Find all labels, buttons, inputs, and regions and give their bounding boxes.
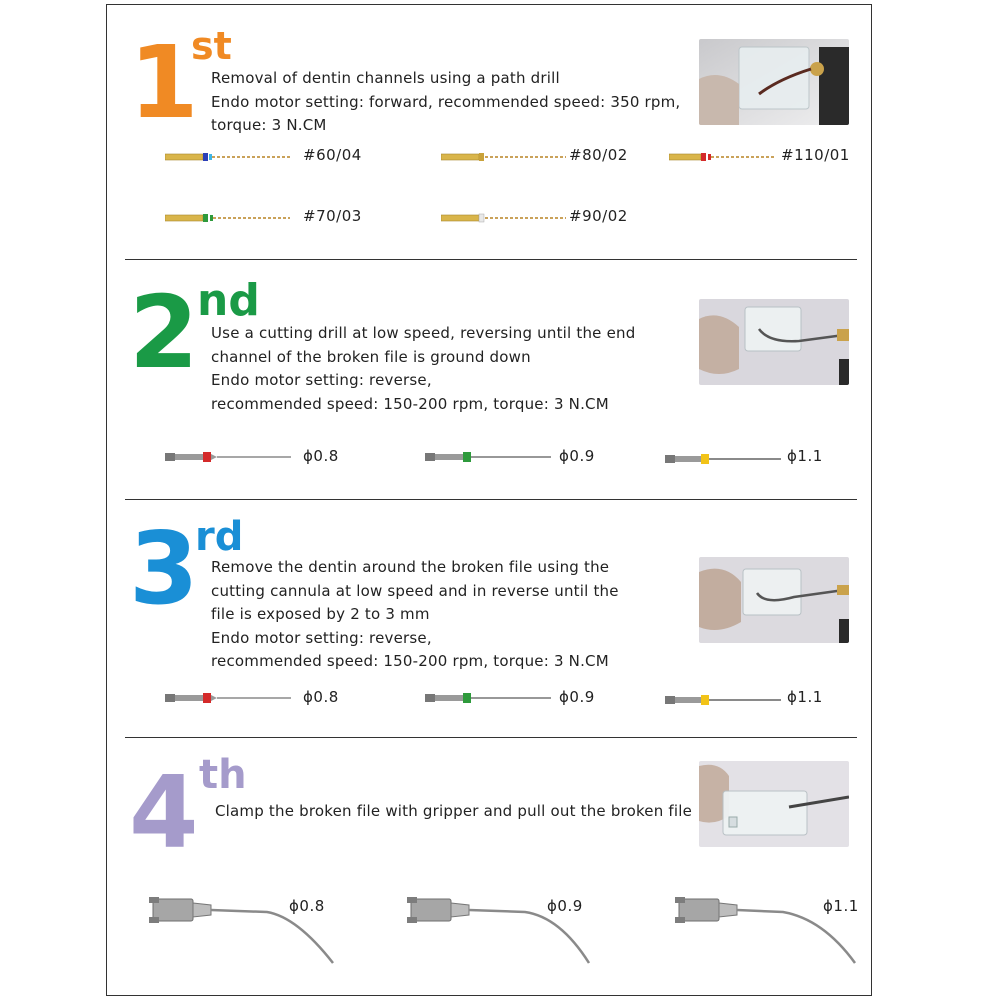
path-file-70-03 (165, 209, 295, 228)
tool-label-cannula-1-1: ϕ1.1 (787, 688, 823, 706)
cutting-cannula-0-8 (165, 690, 295, 709)
tool-label-cannula-0-8: ϕ0.8 (303, 688, 339, 706)
step-3-description: Remove the dentin around the broken file using the cutting cannula at low speed and in reverse until the file is exposed by 2 to 3 mm Endo motor setting: reverse, recommended speed: 150-200 rpm, torque: 3 N.CM (211, 558, 619, 670)
tool-label-90-02: #90/02 (569, 207, 628, 225)
cutting-drill-0-8 (165, 449, 295, 468)
step-2-section (107, 259, 871, 499)
step-1-section (107, 5, 871, 259)
tool-label-80-02: #80/02 (569, 146, 628, 164)
step-4-photo (699, 761, 849, 847)
step-1-suffix: st (191, 24, 232, 68)
cutting-drill-0-9 (425, 449, 555, 468)
step-2-photo (699, 299, 849, 385)
path-file-90-02 (441, 209, 571, 228)
path-file-80-02 (441, 148, 571, 167)
tool-label-110-01: #110/01 (781, 146, 850, 164)
step-1-description: Removal of dentin channels using a path drill Endo motor setting: forward, recommended speed: 350 rpm, torque: 3 N.CM (211, 69, 681, 134)
tool-label-60-04: #60/04 (303, 146, 362, 164)
cutting-cannula-1-1 (665, 692, 785, 711)
step-2-number: 2 (129, 274, 196, 391)
step-4-section (107, 737, 871, 995)
cutting-cannula-0-9 (425, 690, 555, 709)
path-file-110-01 (669, 148, 779, 167)
tool-label-70-03: #70/03 (303, 207, 362, 225)
step-4-number: 4 (129, 754, 196, 871)
tool-label-drill-0-9: ϕ0.9 (559, 447, 595, 465)
step-4-suffix: th (199, 752, 247, 798)
tool-label-gripper-0-8: ϕ0.8 (289, 897, 325, 915)
step-2-suffix: nd (197, 275, 260, 326)
color-band (203, 153, 208, 161)
step-3-suffix: rd (195, 514, 244, 560)
step-3-section (107, 499, 871, 737)
tool-label-drill-1-1: ϕ1.1 (787, 447, 823, 465)
step-2-description: Use a cutting drill at low speed, reversing until the end channel of the broken file is ground down Endo motor setting: reverse, recommended speed: 150-200 rpm, torque: 3 N.CM (211, 324, 636, 413)
step-1-photo (699, 39, 849, 125)
step-4-description: Clamp the broken file with gripper and pull out the broken file (215, 802, 693, 820)
instruction-sheet (106, 4, 872, 996)
cutting-drill-1-1 (665, 451, 785, 470)
step-3-number: 3 (129, 510, 196, 627)
step-1-number: 1 (129, 24, 196, 141)
tool-label-gripper-0-9: ϕ0.9 (547, 897, 583, 915)
tool-label-gripper-1-1: ϕ1.1 (823, 897, 859, 915)
step-3-photo (699, 557, 849, 643)
path-file-60-04 (165, 148, 295, 167)
tool-label-drill-0-8: ϕ0.8 (303, 447, 339, 465)
tool-label-cannula-0-9: ϕ0.9 (559, 688, 595, 706)
